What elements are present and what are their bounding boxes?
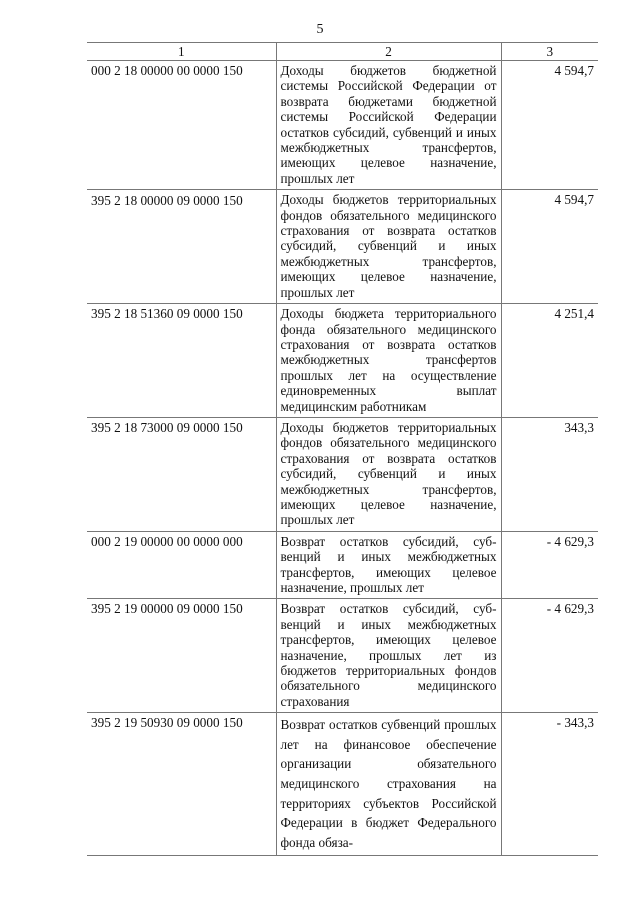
amount-value: - 4 629,3 <box>501 599 598 713</box>
column-header-code: 1 <box>87 43 276 61</box>
budget-classification-code: 395 2 18 73000 09 0000 150 <box>87 417 276 531</box>
amount-value: 343,3 <box>501 417 598 531</box>
budget-classification-code: 395 2 19 50930 09 0000 150 <box>87 713 276 856</box>
income-description: Доходы бюджета территориального фонда обязательного медицинского страхования от возврата остатков межбюджетных трансфертов прошлых лет на осуществление единовременных выплат медицинским работникам <box>276 304 501 418</box>
page-number: 5 <box>316 22 324 37</box>
amount-value: - 343,3 <box>501 713 598 856</box>
income-description: Возврат остатков субсидий, субвенций и иных межбюджетных трансфертов, имеющих целевое назначение, прошлых лет из бюджетов территориальных фондов обязательного медицинского страхования <box>276 599 501 713</box>
budget-classification-code: 000 2 18 00000 00 0000 150 <box>87 61 276 190</box>
amount-value: 4 594,7 <box>501 190 598 304</box>
table-row <box>87 599 598 713</box>
table-row <box>87 417 598 531</box>
income-description: Доходы бюджетов бюджетной системы Российской Федерации от возврата бюджетами бюджетной системы Российской Федерации остатков субсидий, субвенций и иных межбюджетных трансфертов, имеющих целевое назначение, прошлых лет <box>276 61 501 190</box>
table-header-row <box>87 43 598 61</box>
column-header-description: 2 <box>276 43 501 61</box>
income-description: Доходы бюджетов территориальных фондов обязательного медицинского страхования от возврата остатков субсидий, субвенций и иных межбюджетных трансфертов, имеющих целевое назначение, прошлых лет <box>276 190 501 304</box>
income-description: Возврат остатков субсидий, субвенций и иных межбюджетных трансфертов, имеющих целевое назначение, прошлых лет <box>276 531 501 599</box>
table-row <box>87 61 598 190</box>
amount-value: 4 594,7 <box>501 61 598 190</box>
budget-classification-code: 395 2 19 00000 09 0000 150 <box>87 599 276 713</box>
amount-value: - 4 629,3 <box>501 531 598 599</box>
table-row <box>87 190 598 304</box>
budget-table <box>87 42 598 856</box>
budget-classification-code: 000 2 19 00000 00 0000 000 <box>87 531 276 599</box>
table-row <box>87 304 598 418</box>
amount-value: 4 251,4 <box>501 304 598 418</box>
budget-classification-code: 395 2 18 00000 09 0000 150 <box>87 190 276 304</box>
income-description: Доходы бюджетов территориальных фондов обязательного медицинского страхования от возврата остатков субсидий, субвенций и иных межбюджетных трансфертов, имеющих целевое назначение, прошлых лет <box>276 417 501 531</box>
table-row <box>87 713 598 856</box>
budget-classification-code: 395 2 18 51360 09 0000 150 <box>87 304 276 418</box>
column-header-amount: 3 <box>501 43 598 61</box>
table-row <box>87 531 598 599</box>
income-description: Возврат остатков субвенций прошлых лет на финансовое обеспечение организации обязательного медицинского страхования на территориях субъектов Российской Федерации в бюджет Федерального фонда обяза- <box>276 713 501 856</box>
